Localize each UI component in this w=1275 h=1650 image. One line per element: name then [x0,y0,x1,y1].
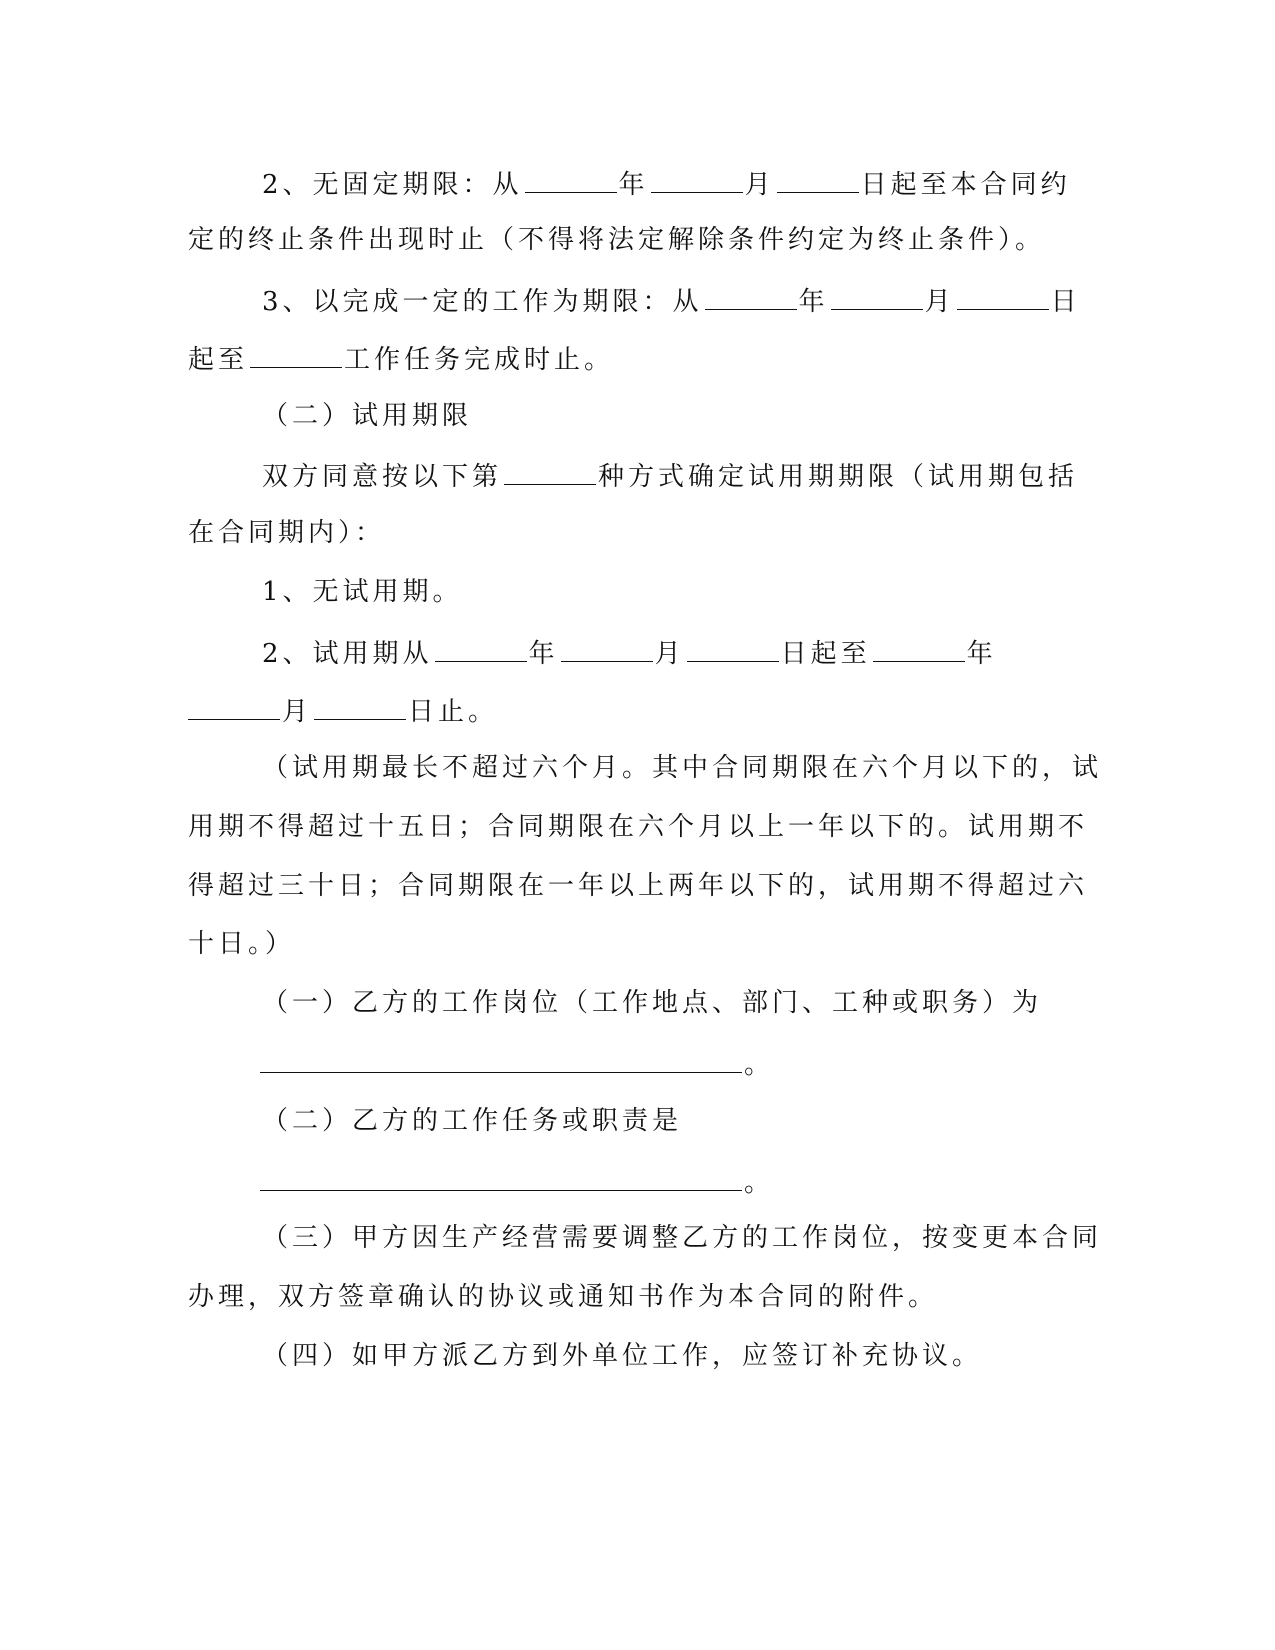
text-segment: 3、以完成一定的工作为期限：从 [262,287,703,317]
paragraph-line: （二）乙方的工作任务或职责是 [262,1106,683,1136]
text-segment: 日起至 [780,639,871,669]
year-blank [705,279,797,310]
job-position-blank-line [262,1042,1152,1085]
day-blank [687,631,779,662]
paragraph-line [262,454,1152,497]
text-segment: 。 [744,1050,775,1080]
year-blank [873,631,965,662]
paragraph-line: 在合同期内）： [188,518,386,548]
month-blank [651,162,743,193]
month-blank [561,631,653,662]
probation-date-line [262,631,1152,674]
paragraph-line: 用期不得超过十五日；合同期限在六个月以上一年以下的。试用期不 [188,812,1089,842]
text-segment: 工作任务完成时止。 [344,345,615,375]
day-blank [777,162,859,193]
text-segment: 2、无固定期限：从 [262,170,523,200]
job-position-blank [260,1042,742,1073]
text-segment: 日起至本合同约 [860,170,1071,200]
paragraph-line: 十日。） [188,929,296,959]
month-blank [831,279,923,310]
task-blank [250,337,342,368]
text-segment: 2、试用期从 [262,639,433,669]
term-open-ended-line [262,162,1152,205]
text-segment: 月 [744,170,775,200]
option-blank [504,454,596,485]
job-duty-blank-line [262,1160,1152,1203]
text-segment: 年 [528,639,559,669]
text-segment: 日止。 [408,697,499,727]
probation-end-line [188,689,1078,732]
text-segment: 月 [282,697,313,727]
job-duty-blank [260,1160,742,1191]
day-blank [314,689,406,720]
text-segment: 月 [924,287,955,317]
paragraph-line: （四）如甲方派乙方到外单位工作，应签订补充协议。 [262,1341,983,1371]
paragraph-line: 定的终止条件出现时止（不得将法定解除条件约定为终止条件）。 [188,225,1046,255]
day-blank [957,279,1049,310]
text-segment: 。 [744,1168,775,1198]
paragraph-line: （三）甲方因生产经营需要调整乙方的工作岗位，按变更本合同 [262,1223,1103,1253]
term-task-based-line [262,279,1152,322]
paragraph-line: 1、无试用期。 [262,577,463,607]
year-blank [435,631,527,662]
text-segment: 月 [654,639,685,669]
text-segment: 年 [966,639,997,669]
text-segment: 年 [798,287,829,317]
paragraph-line: 得超过三十日；合同期限在一年以上两年以下的，试用期不得超过六 [188,871,1089,901]
text-segment: 双方同意按以下第 [262,462,503,492]
text-segment: 日 [1050,287,1081,317]
paragraph-line: （试用期最长不超过六个月。其中合同期限在六个月以下的，试 [262,753,1103,783]
text-segment: 种方式确定试用期期限（试用期包括 [598,462,1079,492]
text-segment: 起至 [188,345,249,375]
section-heading: （二）试用期限 [262,401,473,431]
month-blank [188,689,280,720]
paragraph-line: （一）乙方的工作岗位（工作地点、部门、工种或职务）为 [262,988,1043,1018]
paragraph-line [188,337,1078,380]
text-segment: 年 [618,170,649,200]
paragraph-line: 办理，双方签章确认的协议或通知书作为本合同的附件。 [188,1282,939,1312]
year-blank [525,162,617,193]
